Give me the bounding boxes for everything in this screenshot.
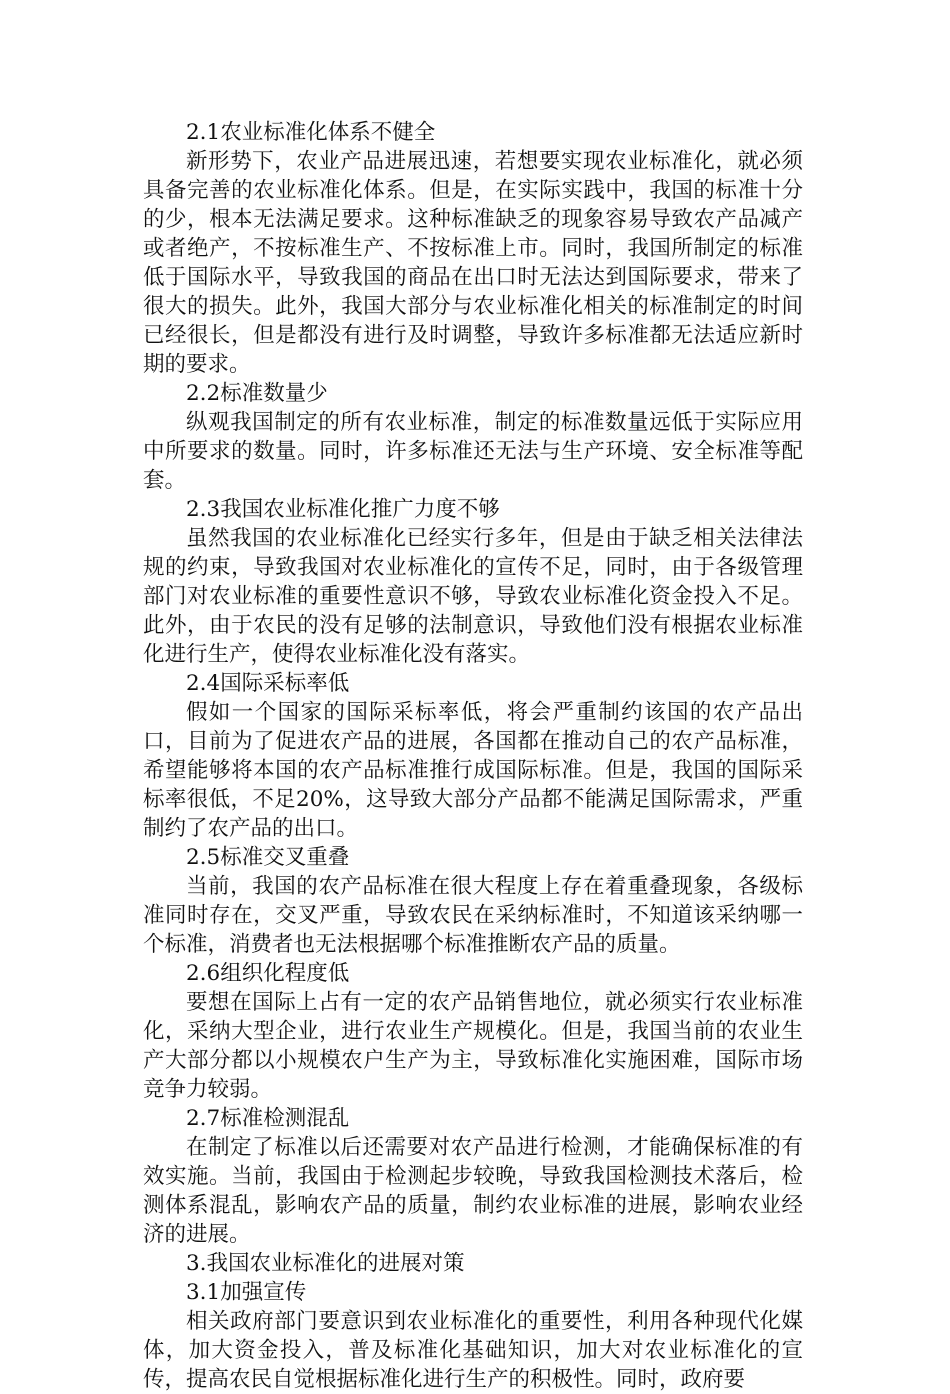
section-heading-2-6: 2.6组织化程度低 [186,961,350,986]
paragraph-2-1: 新形势下，农业产品进展迅速，若想要实现农业标准化，就必须具备完善的农业标准化体系。但是，在实际实践中，我国的标准十分的少，根本无法满足要求。这种标准缺乏的现象容易导致农产品减产或者绝产，不按标准生产、不按标准上市。同时，我国所制定的标准低于国际水平，导致我国的商品在出口时无法达到国际要求，带来了很大的损失。此外，我国大部分与农业标准化相关的标准制定的时间已经很长，但是都没有进行及时调整，导致许多标准都无法适应新时期的要求。 [143,149,803,377]
section-heading-2-2: 2.2标准数量少 [186,381,328,406]
paragraph-2-2: 纵观我国制定的所有农业标准，制定的标准数量远低于实际应用中所要求的数量。同时，许多标准还无法与生产环境、安全标准等配套。 [143,410,803,493]
paragraph-3-1: 相关政府部门要意识到农业标准化的重要性，利用各种现代化媒体，加大资金投入，普及标准化基础知识，加大对农业标准化的宣传，提高农民自觉根据标准化进行生产的积极性。同时，政府要 [143,1309,803,1392]
section-heading-2-5: 2.5标准交叉重叠 [186,845,350,870]
paragraph-2-7: 在制定了标准以后还需要对农产品进行检测，才能确保标准的有效实施。当前，我国由于检测起步较晚，导致我国检测技术落后，检测体系混乱，影响农产品的质量，制约农业标准的进展，影响农业经济的进展。 [143,1135,803,1247]
section-heading-3-1: 3.1加强宣传 [186,1280,307,1305]
section-heading-2-3: 2.3我国农业标准化推广力度不够 [186,497,500,522]
section-heading-2-7: 2.7标准检测混乱 [186,1106,350,1131]
section-heading-3: 3.我国农业标准化的进展对策 [186,1251,465,1276]
paragraph-2-5: 当前，我国的农产品标准在很大程度上存在着重叠现象，各级标准同时存在，交叉严重，导致农民在采纳标准时，不知道该采纳哪一个标准，消费者也无法根据哪个标准推断农产品的质量。 [143,874,803,957]
document-page [143,118,803,1394]
section-heading-2-1: 2.1农业标准化体系不健全 [186,120,436,145]
paragraph-2-6: 要想在国际上占有一定的农产品销售地位，就必须实行农业标准化，采纳大型企业，进行农业生产规模化。但是，我国当前的农业生产大部分都以小规模农户生产为主，导致标准化实施困难，国际市场竞争力较弱。 [143,990,803,1102]
paragraph-2-3: 虽然我国的农业标准化已经实行多年，但是由于缺乏相关法律法规的约束，导致我国对农业标准化的宣传不足，同时，由于各级管理部门对农业标准的重要性意识不够，导致农业标准化资金投入不足。此外，由于农民的没有足够的法制意识，导致他们没有根据农业标准化进行生产，使得农业标准化没有落实。 [143,526,803,667]
section-heading-2-4: 2.4国际采标率低 [186,671,350,696]
paragraph-2-4: 假如一个国家的国际采标率低，将会严重制约该国的农产品出口，目前为了促进农产品的进展，各国都在推动自己的农产品标准，希望能够将本国的农产品标准推行成国际标准。但是，我国的国际采标率很低，不足20%，这导致大部分产品都不能满足国际需求，严重制约了农产品的出口。 [143,700,803,841]
